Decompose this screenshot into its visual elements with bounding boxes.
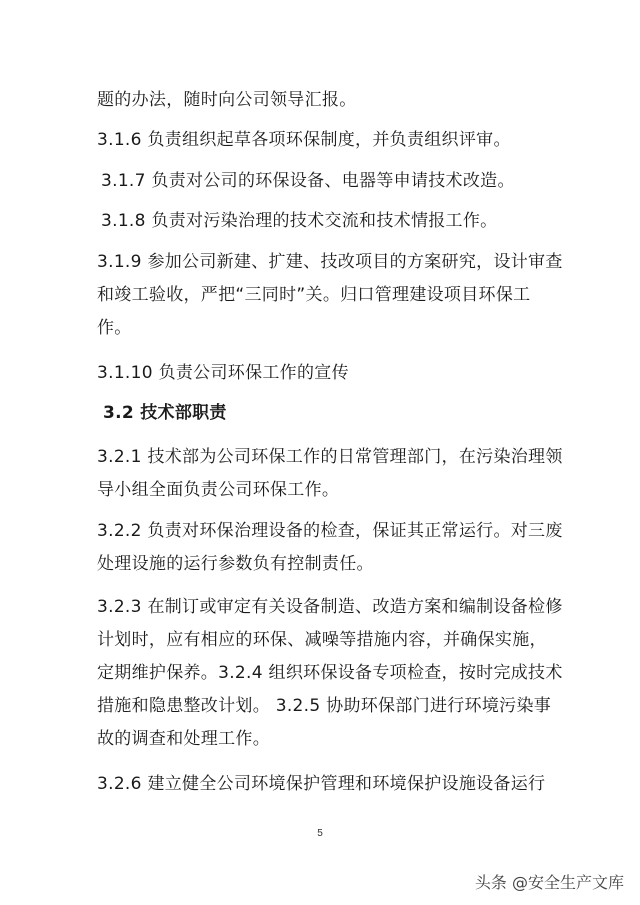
text-line: 处理设施的运行参数负有控制责任。 <box>97 554 374 574</box>
paragraph-3-1-6 <box>97 124 557 157</box>
text-line: 3.2.2 负责对环保治理设备的检查，保证其正常运行。对三废 <box>97 521 563 541</box>
paragraph-3-1-8 <box>101 205 561 238</box>
text-line: 3.2.6 建立健全公司环境保护管理和环境保护设施设备运行 <box>97 774 546 794</box>
paragraph-3-2-1 <box>97 441 563 507</box>
text-line: 作。 <box>97 318 132 338</box>
paragraph-3-1-9 <box>97 246 563 345</box>
text-line: 题的办法，随时向公司领导汇报。 <box>97 90 357 110</box>
text-line: 定期维护保养。3.2.4 组织环保设备专项检查，按时完成技术 <box>97 663 563 683</box>
text-line: 3.1.6 负责组织起草各项环保制度，并负责组织评审。 <box>97 130 511 150</box>
paragraph-3-2-6 <box>97 768 557 801</box>
page-number: 5 <box>317 828 323 839</box>
text-line: 措施和隐患整改计划。 3.2.5 协助环保部门进行环境污染事 <box>97 696 552 716</box>
text-line: 3.2.3 在制订或审定有关设备制造、改造方案和编制设备检修 <box>97 597 563 617</box>
paragraph-3-2-3 <box>97 591 563 756</box>
text-line: 3.1.8 负责对污染治理的技术交流和技术情报工作。 <box>101 211 498 231</box>
source-watermark: 头条 @安全生产文库 <box>474 873 624 892</box>
text-line: 和竣工验收，严把“三同时”关。归口管理建设项目环保工 <box>97 285 531 305</box>
text-line: 3.1.9 参加公司新建、扩建、技改项目的方案研究，设计审查 <box>97 252 563 272</box>
text-line: 导小组全面负责公司环保工作。 <box>97 480 340 500</box>
text-line: 计划时，应有相应的环保、减噪等措施内容，并确保实施， <box>97 630 547 650</box>
heading-text: 3.2 技术部职责 <box>103 403 227 423</box>
section-heading-3-2 <box>103 397 563 430</box>
paragraph-3-2-2 <box>97 515 563 581</box>
paragraph-continuation <box>97 84 557 117</box>
paragraph-3-1-10 <box>97 357 557 390</box>
text-line: 故的调查和处理工作。 <box>97 729 270 749</box>
text-line: 3.2.1 技术部为公司环保工作的日常管理部门，在污染治理领 <box>97 447 563 467</box>
text-line: 3.1.10 负责公司环保工作的宣传 <box>97 363 349 383</box>
paragraph-3-1-7 <box>101 165 561 198</box>
text-line: 3.1.7 负责对公司的环保设备、电器等申请技术改造。 <box>101 171 515 191</box>
